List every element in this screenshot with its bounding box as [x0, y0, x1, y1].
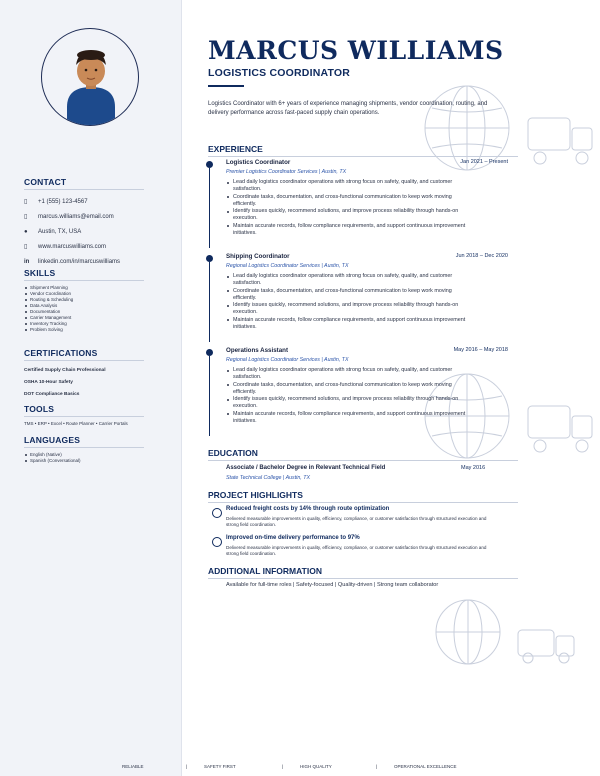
footer-separator: | — [186, 764, 188, 769]
list-item: Identify issues quickly, recommend solutions, and improve process reliability through hands-on execution. — [226, 302, 466, 316]
job-title: Shipping Coordinator — [226, 253, 290, 260]
title-divider — [208, 85, 244, 87]
summary: Logistics Coordinator with 6+ years of experience managing shipments, vendor coordination, routing, and delivery performance across fast-paced supply chain operations. — [208, 101, 488, 116]
job-title-heading: LOGISTICS COORDINATOR — [208, 67, 351, 79]
footer-item: HIGH QUALITY — [300, 764, 332, 769]
timeline-line — [209, 262, 210, 342]
projects-heading: PROJECT HIGHLIGHTS — [208, 490, 518, 503]
certifications-section — [24, 348, 144, 401]
contact-heading: CONTACT — [24, 177, 144, 190]
skills-heading: SKILLS — [24, 268, 144, 281]
tools-section — [24, 404, 144, 426]
list-item: Lead daily logistics coordinator operations with strong focus on safety, quality, and customer satisfaction. — [226, 367, 466, 381]
contact-website-text: www.marcuswilliams.com — [38, 243, 107, 250]
contact-location-text: Austin, TX, USA — [38, 228, 82, 235]
skills-list — [24, 285, 144, 333]
footer-tagline — [0, 760, 600, 772]
contact-email-text: marcus.williams@email.com — [38, 213, 114, 220]
list-item: Shipment Planning — [24, 285, 144, 291]
job-bullets — [226, 179, 466, 237]
list-item: Documentation — [24, 309, 144, 315]
list-item: Routing & Scheduling — [24, 297, 144, 303]
list-item: Problem Solving — [24, 327, 144, 333]
languages-list — [24, 452, 144, 464]
skills-section — [24, 268, 144, 333]
education-school: State Technical College | Austin, TX — [226, 475, 311, 481]
project-entry — [208, 535, 508, 565]
job-title: Operations Assistant — [226, 347, 289, 354]
tools-heading: TOOLS — [24, 404, 144, 417]
list-item: Carrier Management — [24, 315, 144, 321]
job-title: Logistics Coordinator — [226, 159, 291, 166]
job-dates: Jun 2018 – Dec 2020 — [455, 253, 508, 259]
list-item: Data Analysis — [24, 303, 144, 309]
contact-website[interactable] — [24, 239, 144, 254]
avatar — [41, 28, 139, 126]
contact-phone[interactable] — [24, 194, 144, 209]
experience-heading: EXPERIENCE — [208, 144, 518, 157]
project-entry — [208, 506, 508, 536]
experience-entry — [208, 347, 508, 435]
list-item: Lead daily logistics coordinator operations with strong focus on safety, quality, and customer satisfaction. — [226, 273, 466, 287]
project-title: Improved on-time delivery performance to 97% — [226, 535, 360, 541]
list-item: Lead daily logistics coordinator operations with strong focus on safety, quality, and customer satisfaction. — [226, 179, 466, 193]
certifications-heading: CERTIFICATIONS — [24, 348, 144, 361]
list-item: Coordinate tasks, documentation, and cross-functional communication to keep work moving efficiently. — [226, 194, 466, 208]
footer-item: SAFETY FIRST — [204, 764, 236, 769]
list-item: Coordinate tasks, documentation, and cross-functional communication to keep work moving efficiently. — [226, 288, 466, 302]
contact-email[interactable] — [24, 209, 144, 224]
certification-item: DOT Compliance Basics — [24, 392, 80, 397]
list-item: Maintain accurate records, follow compliance requirements, and support continuous improvement initiatives. — [226, 223, 466, 237]
job-bullets — [226, 273, 466, 331]
list-item: Coordinate tasks, documentation, and cross-functional communication to keep work moving efficiently. — [226, 382, 466, 396]
certification-item: OSHA 10-Hour Safety — [24, 380, 73, 385]
timeline-dot — [206, 161, 213, 168]
project-bullet-icon — [212, 537, 222, 547]
main-content — [182, 0, 600, 776]
job-dates: May 2016 – May 2018 — [453, 347, 508, 353]
list-item: Maintain accurate records, follow compliance requirements, and support continuous improvement initiatives. — [226, 411, 466, 425]
list-item: Identify issues quickly, recommend solutions, and improve process reliability through hands-on execution. — [226, 208, 466, 222]
footer-separator: | — [282, 764, 284, 769]
footer-item: RELIABLE — [122, 764, 144, 769]
email-icon: ▯ — [24, 214, 28, 220]
list-item: Spanish (Conversational) — [24, 458, 144, 464]
project-description: Delivered measurable improvements in quality, efficiency, compliance, or customer satisfaction through structured execution and strong field coordination. — [226, 545, 487, 557]
list-item: Inventory Tracking — [24, 321, 144, 327]
education-degree: Associate / Bachelor Degree in Relevant Technical Field — [226, 465, 386, 471]
list-item: Identify issues quickly, recommend solutions, and improve process reliability through hands-on execution. — [226, 396, 466, 410]
project-title: Reduced freight costs by 14% through route optimization — [226, 506, 390, 512]
contact-linkedin[interactable] — [24, 254, 144, 269]
list-item: Vendor Coordination — [24, 291, 144, 297]
job-company: Premier Logistics Coordinator Services | Austin, TX — [226, 169, 347, 175]
list-item: Maintain accurate records, follow compliance requirements, and support continuous improvement initiatives. — [226, 317, 466, 331]
job-bullets — [226, 367, 466, 425]
list-item: English (Native) — [24, 452, 144, 458]
languages-heading: LANGUAGES — [24, 435, 144, 448]
tools-text: TMS • ERP • Excel • Route Planner • Carrier Portals — [24, 421, 128, 426]
education-date: May 2016 — [461, 465, 486, 471]
sidebar — [0, 0, 182, 776]
timeline-dot — [206, 255, 213, 262]
contact-phone-text: +1 (555) 123-4567 — [38, 198, 88, 205]
timeline-line — [209, 168, 210, 248]
project-description: Delivered measurable improvements in quality, efficiency, compliance, or customer satisfaction through structured execution and strong field coordination. — [226, 516, 487, 528]
project-bullet-icon — [212, 508, 222, 518]
globe-decoration-icon — [432, 594, 600, 674]
contact-section — [24, 177, 144, 269]
footer-item: OPERATIONAL EXCELLENCE — [394, 764, 457, 769]
timeline-dot — [206, 349, 213, 356]
footer-separator: | — [376, 764, 378, 769]
linkedin-icon: in — [24, 258, 30, 265]
website-icon: ▯ — [24, 244, 28, 250]
location-icon: ● — [24, 228, 28, 235]
candidate-name: MARCUS WILLIAMS — [208, 36, 504, 65]
education-heading: EDUCATION — [208, 448, 518, 461]
additional-info-text: Available for full-time roles | Safety-focused | Quality-driven | Strong team collaborator — [226, 582, 439, 588]
certification-item: Certified Supply Chain Professional — [24, 368, 106, 373]
job-company: Regional Logistics Coordinator Services | Austin, TX — [226, 263, 349, 269]
experience-entry — [208, 159, 508, 247]
job-dates: Jan 2021 – Present — [460, 159, 508, 165]
languages-section — [24, 435, 144, 464]
phone-icon: ▯ — [24, 199, 28, 205]
additional-info-heading: ADDITIONAL INFORMATION — [208, 566, 518, 579]
contact-location — [24, 224, 144, 239]
experience-entry — [208, 253, 508, 341]
contact-linkedin-text: linkedin.com/in/marcuswilliams — [38, 258, 121, 265]
timeline-line — [209, 356, 210, 436]
job-company: Regional Logistics Coordinator Services | Austin, TX — [226, 357, 349, 363]
